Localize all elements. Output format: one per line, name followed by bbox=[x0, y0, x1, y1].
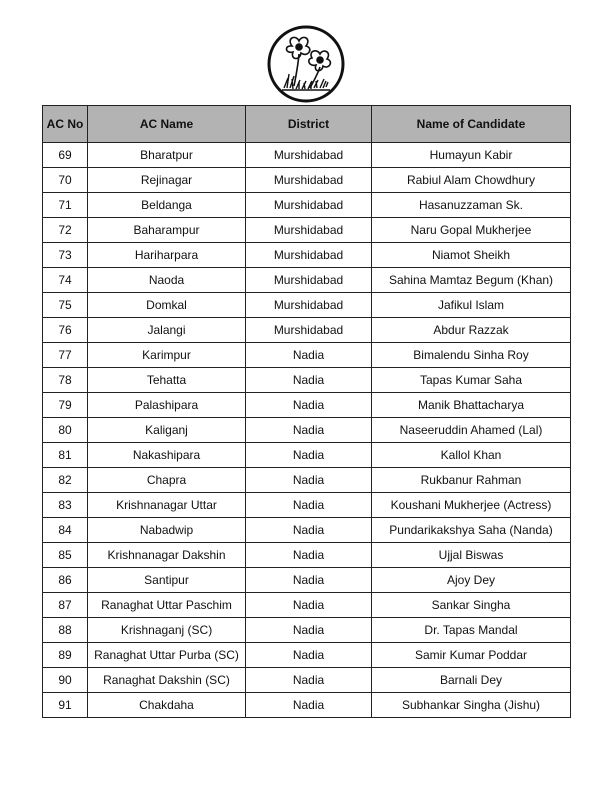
ac-no-cell: 77 bbox=[43, 343, 88, 368]
table-row bbox=[43, 568, 571, 593]
table-row bbox=[43, 443, 571, 468]
ac-name-cell: Palashipara bbox=[88, 393, 246, 418]
table-row bbox=[43, 593, 571, 618]
ac-name-cell: Naoda bbox=[88, 268, 246, 293]
ac-name-cell: Krishnanagar Uttar bbox=[88, 493, 246, 518]
ac-no-cell: 85 bbox=[43, 543, 88, 568]
column-header-candidate: Name of Candidate bbox=[372, 106, 571, 143]
ac-name-cell: Ranaghat Uttar Purba (SC) bbox=[88, 643, 246, 668]
candidate-name-cell: Dr. Tapas Mandal bbox=[372, 618, 571, 643]
ac-name-cell: Tehatta bbox=[88, 368, 246, 393]
ac-name-cell: Karimpur bbox=[88, 343, 246, 368]
table-row bbox=[43, 393, 571, 418]
column-header-ac-name: AC Name bbox=[88, 106, 246, 143]
ac-no-cell: 74 bbox=[43, 268, 88, 293]
district-cell: Nadia bbox=[246, 568, 372, 593]
table-row bbox=[43, 418, 571, 443]
twin-flowers-emblem-icon bbox=[266, 24, 346, 104]
ac-name-cell: Rejinagar bbox=[88, 168, 246, 193]
ac-no-cell: 86 bbox=[43, 568, 88, 593]
ac-no-cell: 90 bbox=[43, 668, 88, 693]
candidate-name-cell: Sankar Singha bbox=[372, 593, 571, 618]
district-cell: Murshidabad bbox=[246, 168, 372, 193]
district-cell: Nadia bbox=[246, 343, 372, 368]
candidate-name-cell: Koushani Mukherjee (Actress) bbox=[372, 493, 571, 518]
candidate-name-cell: Subhankar Singha (Jishu) bbox=[372, 693, 571, 718]
ac-no-cell: 72 bbox=[43, 218, 88, 243]
district-cell: Murshidabad bbox=[246, 243, 372, 268]
ac-no-cell: 71 bbox=[43, 193, 88, 218]
district-cell: Nadia bbox=[246, 593, 372, 618]
district-cell: Nadia bbox=[246, 668, 372, 693]
district-cell: Nadia bbox=[246, 493, 372, 518]
candidate-name-cell: Samir Kumar Poddar bbox=[372, 643, 571, 668]
ac-name-cell: Ranaghat Uttar Paschim bbox=[88, 593, 246, 618]
candidate-name-cell: Abdur Razzak bbox=[372, 318, 571, 343]
district-cell: Murshidabad bbox=[246, 293, 372, 318]
candidate-name-cell: Bimalendu Sinha Roy bbox=[372, 343, 571, 368]
district-cell: Murshidabad bbox=[246, 218, 372, 243]
candidate-name-cell: Tapas Kumar Saha bbox=[372, 368, 571, 393]
table-row bbox=[43, 293, 571, 318]
ac-no-cell: 91 bbox=[43, 693, 88, 718]
table-row bbox=[43, 143, 571, 168]
table-row bbox=[43, 193, 571, 218]
ac-no-cell: 78 bbox=[43, 368, 88, 393]
candidate-name-cell: Rukbanur Rahman bbox=[372, 468, 571, 493]
ac-name-cell: Kaliganj bbox=[88, 418, 246, 443]
candidate-name-cell: Jafikul Islam bbox=[372, 293, 571, 318]
table-header-row bbox=[43, 106, 571, 143]
table-row bbox=[43, 368, 571, 393]
ac-no-cell: 76 bbox=[43, 318, 88, 343]
ac-name-cell: Ranaghat Dakshin (SC) bbox=[88, 668, 246, 693]
district-cell: Nadia bbox=[246, 393, 372, 418]
table-row bbox=[43, 268, 571, 293]
district-cell: Nadia bbox=[246, 368, 372, 393]
table-row bbox=[43, 518, 571, 543]
ac-no-cell: 69 bbox=[43, 143, 88, 168]
district-cell: Murshidabad bbox=[246, 193, 372, 218]
table-row bbox=[43, 618, 571, 643]
candidate-name-cell: Rabiul Alam Chowdhury bbox=[372, 168, 571, 193]
ac-name-cell: Domkal bbox=[88, 293, 246, 318]
ac-name-cell: Nabadwip bbox=[88, 518, 246, 543]
ac-no-cell: 84 bbox=[43, 518, 88, 543]
ac-name-cell: Chakdaha bbox=[88, 693, 246, 718]
ac-no-cell: 70 bbox=[43, 168, 88, 193]
ac-name-cell: Krishnaganj (SC) bbox=[88, 618, 246, 643]
candidate-name-cell: Hasanuzzaman Sk. bbox=[372, 193, 571, 218]
table-row bbox=[43, 318, 571, 343]
candidate-name-cell: Manik Bhattacharya bbox=[372, 393, 571, 418]
district-cell: Murshidabad bbox=[246, 318, 372, 343]
ac-name-cell: Beldanga bbox=[88, 193, 246, 218]
ac-name-cell: Chapra bbox=[88, 468, 246, 493]
ac-no-cell: 83 bbox=[43, 493, 88, 518]
table-row bbox=[43, 668, 571, 693]
ac-no-cell: 80 bbox=[43, 418, 88, 443]
candidate-name-cell: Barnali Dey bbox=[372, 668, 571, 693]
table-row bbox=[43, 218, 571, 243]
candidate-name-cell: Pundarikakshya Saha (Nanda) bbox=[372, 518, 571, 543]
district-cell: Nadia bbox=[246, 443, 372, 468]
ac-no-cell: 75 bbox=[43, 293, 88, 318]
district-cell: Nadia bbox=[246, 693, 372, 718]
candidate-name-cell: Ajoy Dey bbox=[372, 568, 571, 593]
candidate-name-cell: Ujjal Biswas bbox=[372, 543, 571, 568]
ac-no-cell: 79 bbox=[43, 393, 88, 418]
candidate-name-cell: Humayun Kabir bbox=[372, 143, 571, 168]
ac-no-cell: 89 bbox=[43, 643, 88, 668]
ac-no-cell: 82 bbox=[43, 468, 88, 493]
ac-name-cell: Krishnanagar Dakshin bbox=[88, 543, 246, 568]
district-cell: Nadia bbox=[246, 418, 372, 443]
ac-no-cell: 87 bbox=[43, 593, 88, 618]
candidate-name-cell: Kallol Khan bbox=[372, 443, 571, 468]
district-cell: Nadia bbox=[246, 543, 372, 568]
column-header-district: District bbox=[246, 106, 372, 143]
candidate-name-cell: Naseeruddin Ahamed (Lal) bbox=[372, 418, 571, 443]
ac-name-cell: Jalangi bbox=[88, 318, 246, 343]
district-cell: Nadia bbox=[246, 618, 372, 643]
ac-name-cell: Nakashipara bbox=[88, 443, 246, 468]
ac-no-cell: 73 bbox=[43, 243, 88, 268]
table-row bbox=[43, 343, 571, 368]
candidate-name-cell: Niamot Sheikh bbox=[372, 243, 571, 268]
table-row bbox=[43, 693, 571, 718]
table-row bbox=[43, 168, 571, 193]
district-cell: Murshidabad bbox=[246, 268, 372, 293]
table-row bbox=[43, 643, 571, 668]
district-cell: Murshidabad bbox=[246, 143, 372, 168]
ac-name-cell: Baharampur bbox=[88, 218, 246, 243]
ac-no-cell: 88 bbox=[43, 618, 88, 643]
table-row bbox=[43, 468, 571, 493]
table-row bbox=[43, 543, 571, 568]
district-cell: Nadia bbox=[246, 643, 372, 668]
candidates-table bbox=[42, 105, 571, 718]
district-cell: Nadia bbox=[246, 468, 372, 493]
ac-no-cell: 81 bbox=[43, 443, 88, 468]
table-body bbox=[43, 143, 571, 718]
column-header-ac-no: AC No bbox=[43, 106, 88, 143]
candidate-name-cell: Naru Gopal Mukherjee bbox=[372, 218, 571, 243]
district-cell: Nadia bbox=[246, 518, 372, 543]
ac-name-cell: Hariharpara bbox=[88, 243, 246, 268]
ac-name-cell: Santipur bbox=[88, 568, 246, 593]
candidate-name-cell: Sahina Mamtaz Begum (Khan) bbox=[372, 268, 571, 293]
table-row bbox=[43, 243, 571, 268]
table-row bbox=[43, 493, 571, 518]
ac-name-cell: Bharatpur bbox=[88, 143, 246, 168]
